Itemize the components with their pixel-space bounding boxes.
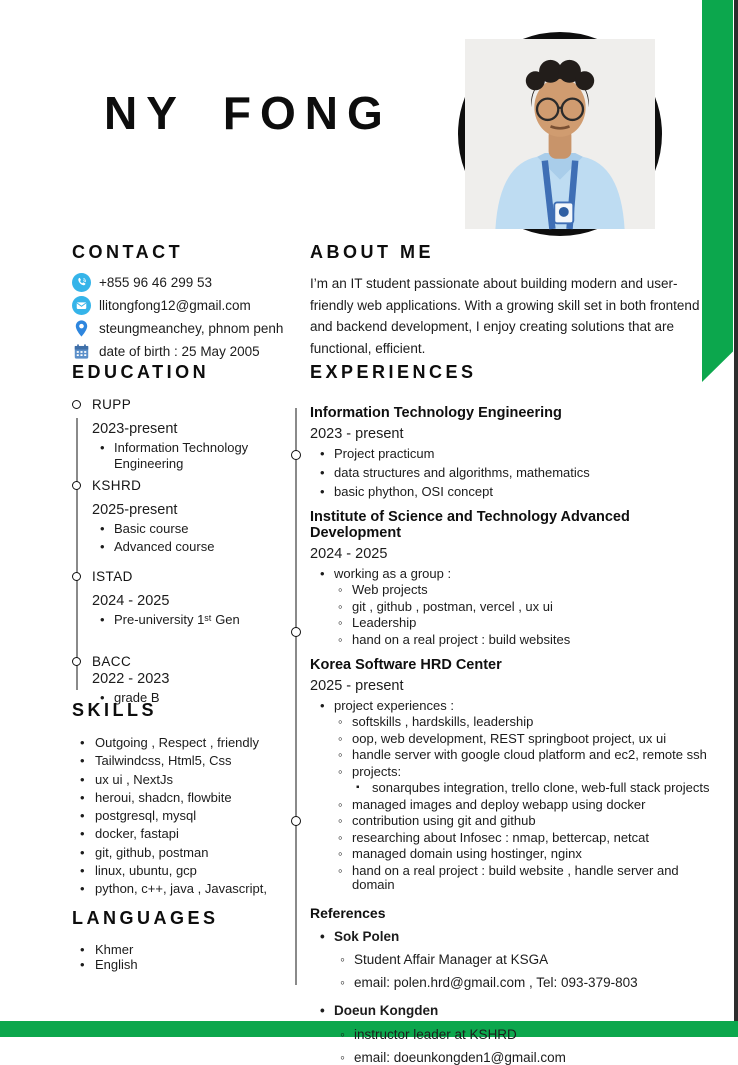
email-icon	[72, 296, 91, 315]
experience-bullet: • working as a group :	[310, 567, 722, 582]
experience-title: Information Technology Engineering	[310, 405, 562, 421]
timeline-dot	[72, 572, 81, 581]
timeline-dot	[291, 627, 301, 637]
skill-item: • heroui, shadcn, flowbite	[72, 789, 302, 807]
education-entry	[92, 478, 302, 554]
portrait-illustration	[465, 39, 655, 229]
experience-sub-bullet: ◦ managed domain using hostinger, nginx	[310, 847, 722, 862]
experience-period: 2024 - 2025	[310, 546, 388, 562]
experience-period: 2025 - present	[310, 678, 404, 694]
education-period: 2022 - 2023	[92, 670, 170, 687]
experience-sub-bullet: ◦ contribution using git and github	[310, 814, 722, 829]
timeline-dot	[291, 450, 301, 460]
education-bullet: • Basic course	[92, 521, 270, 537]
about-heading: ABOUT ME	[310, 242, 434, 262]
experience-bullet: • project experiences :	[310, 699, 722, 714]
email-value: llitongfong12@gmail.com	[99, 297, 251, 313]
phone-value: +855 96 46 299 53	[99, 274, 212, 290]
reference-contact: ◦ email: polen.hrd@gmail.com , Tel: 093-379-803	[310, 975, 722, 990]
contact-heading: CONTACT	[72, 242, 184, 262]
education-entry	[92, 654, 302, 706]
education-entry	[92, 569, 302, 628]
education-bullet: • Advanced course	[92, 539, 270, 555]
education-period: 2025-present	[92, 502, 178, 518]
calendar-icon	[72, 342, 91, 361]
language-item: • Khmer	[72, 942, 302, 957]
experience-bullet: • data structures and algorithms, mathematics	[310, 466, 722, 481]
education-bullet: • Information Technology Engineering	[92, 440, 270, 471]
education-timeline-line	[76, 418, 78, 690]
timeline-dot	[72, 481, 81, 490]
experiences-heading: EXPERIENCES	[310, 362, 477, 382]
reference-contact: ◦ email: doeunkongden1@gmail.com	[310, 1050, 722, 1065]
education-heading: EDUCATION	[72, 362, 210, 382]
education-period: 2024 - 2025	[92, 593, 170, 609]
contact-section	[72, 242, 302, 364]
skills-section	[72, 700, 302, 899]
reference-role: ◦ Student Affair Manager at KSGA	[310, 952, 722, 967]
skill-item: • ux ui , NextJs	[72, 771, 302, 789]
about-section	[310, 242, 712, 359]
school-name: KSHRD	[92, 478, 142, 493]
skill-item: • git, github, postman	[72, 844, 302, 862]
experience-sub-bullet: ◦ managed images and deploy webapp using docker	[310, 798, 722, 813]
skills-heading: SKILLS	[72, 700, 158, 720]
experience-sub-bullet: ◦ projects:	[310, 765, 722, 780]
skill-item: • Tailwindcss, Html5, Css	[72, 752, 302, 770]
birthdate-value: date of birth : 25 May 2005	[99, 343, 260, 359]
education-bullet: • Pre-university 1ˢᵗ Gen	[92, 612, 270, 628]
references-heading: References	[310, 904, 386, 921]
language-item: • English	[72, 957, 302, 972]
school-name: ISTAD	[92, 569, 133, 584]
reference-name: • Sok Polen	[310, 930, 722, 945]
experiences-timeline-line	[295, 408, 297, 985]
location-value: steungmeanchey, phnom penh	[99, 320, 284, 336]
experience-sub-bullet: ◦ hand on a real project : build websites	[310, 633, 722, 648]
contact-row-email	[72, 295, 302, 315]
timeline-dot	[72, 400, 81, 409]
experience-title: Korea Software HRD Center	[310, 657, 502, 673]
school-name: RUPP	[92, 397, 132, 412]
experience-sub-bullet: ◦ Leadership	[310, 616, 722, 631]
experience-sub-sub-bullet: ▪ sonarqubes integration, trello clone, web-full stack projects	[310, 781, 722, 796]
school-name: BACC	[92, 653, 132, 669]
education-bullet: • grade B	[92, 690, 270, 706]
page-title: NY FONG	[104, 87, 392, 139]
skill-item: • Outgoing , Respect , friendly	[72, 734, 302, 752]
experiences-section	[294, 362, 722, 1065]
skill-item: • docker, fastapi	[72, 825, 302, 843]
education-section	[72, 362, 302, 705]
languages-section	[72, 908, 302, 972]
languages-heading: LANGUAGES	[72, 908, 219, 928]
skill-item: • python, c++, java , Javascript,	[72, 880, 302, 898]
contact-row-birthdate	[72, 341, 302, 361]
experience-sub-bullet: ◦ handle server with google cloud platform and ec2, remote ssh	[310, 748, 722, 763]
location-icon	[72, 319, 91, 338]
phone-icon	[72, 273, 91, 292]
timeline-dot	[72, 657, 81, 666]
reference-role: ◦ instructor leader at KSHRD	[310, 1027, 722, 1042]
experience-sub-bullet: ◦ git , github , postman, vercel , ux ui	[310, 600, 722, 615]
contact-row-phone	[72, 272, 302, 292]
experience-sub-bullet: ◦ oop, web development, REST springboot project, ux ui	[310, 732, 722, 747]
avatar	[458, 32, 662, 236]
education-entry	[92, 397, 302, 471]
experience-sub-bullet: ◦ Web projects	[310, 583, 722, 598]
reference-name: • Doeun Kongden	[310, 1004, 722, 1019]
experience-sub-bullet: ◦ researching about Infosec : nmap, bettercap, netcat	[310, 831, 722, 846]
timeline-dot	[291, 816, 301, 826]
experience-sub-bullet: ◦ hand on a real project : build website , handle server and domain	[310, 864, 722, 893]
education-period: 2023-present	[92, 421, 178, 437]
contact-row-location	[72, 318, 302, 338]
experience-bullet: • Project practicum	[310, 447, 722, 462]
skill-item: • postgresql, mysql	[72, 807, 302, 825]
page-right-edge	[734, 0, 738, 1037]
about-text: I’m an IT student passionate about building modern and user-friendly web applications. With a growing skill set in both frontend and backend development, I enjoy creating solutions that are functional, efficient.	[310, 276, 700, 356]
experience-bullet: • basic phython, OSI concept	[310, 485, 722, 500]
experience-sub-bullet: ◦ softskills , hardskills, leadership	[310, 715, 722, 730]
experience-period: 2023 - present	[310, 426, 404, 442]
experience-title: Institute of Science and Technology Advanced Development	[310, 509, 630, 541]
skill-item: • linux, ubuntu, gcp	[72, 862, 302, 880]
